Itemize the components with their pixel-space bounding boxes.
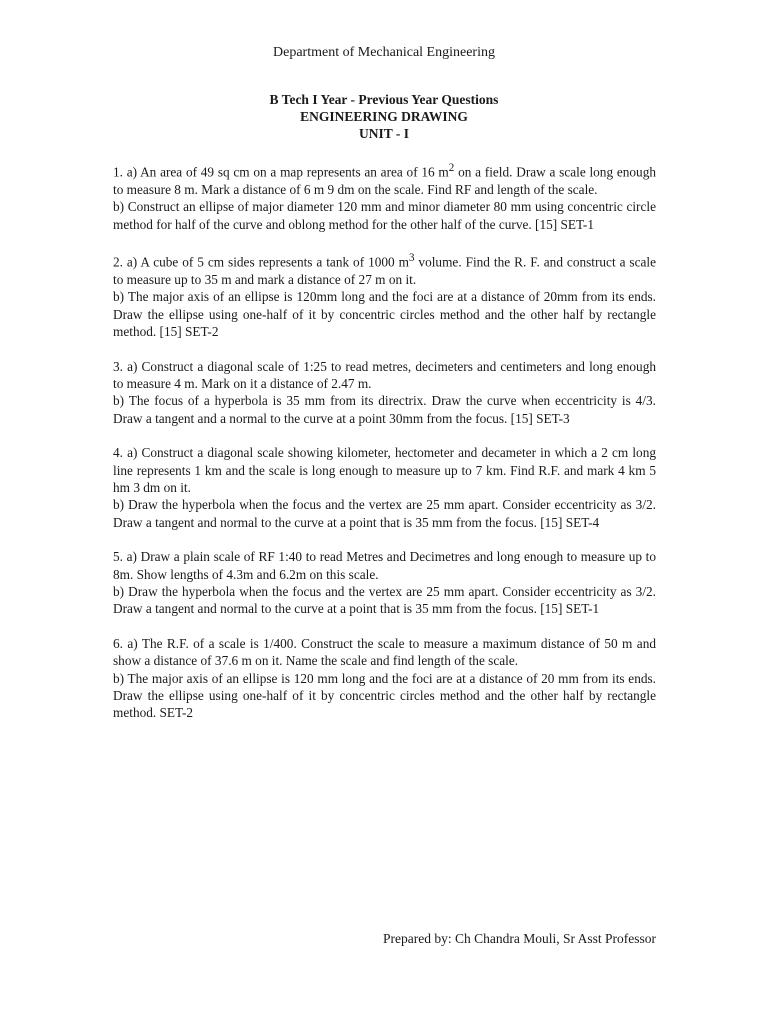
question-2-part-a: 2. a) A cube of 5 cm sides represents a tank of 1000 $m^3$ volume. Find the R. F. and construct a scale to measure up to 35 m and mark a distance of 27 m on it. (113, 252, 656, 287)
question-list (113, 160, 656, 739)
question-1 (113, 160, 656, 233)
course-title: B Tech I Year - Previous Year Questions (269, 92, 499, 107)
question-6-part-a: 6. a) The R.F. of a scale is 1/400. Construct the scale to measure a maximum distance of 50 m and show a distance of 37.6 m on it. Name the scale and find length of the scale. (113, 635, 656, 669)
prepared-by: Prepared by: Ch Chandra Mouli, Sr Asst Professor (383, 931, 656, 946)
question-4-part-b: b) Draw the hyperbola when the focus and the vertex are 25 mm apart. Consider eccentricity as 3/2. Draw a tangent and normal to the curve at a point that is 35 mm from the focus. [15] SET-4 (113, 497, 656, 530)
question-3-part-b: b) The focus of a hyperbola is 35 mm from its directrix. Draw the curve when eccentricity is 4/3. Draw a tangent and a normal to the curve at a point 30mm from the focus. [15] SET-3 (113, 393, 656, 426)
subject-title: ENGINEERING DRAWING (300, 109, 468, 124)
department-heading: Department of Mechanical Engineering (273, 45, 495, 60)
question-5 (113, 548, 656, 618)
question-3 (113, 358, 656, 428)
title-block (0, 91, 768, 142)
question-1-part-a: 1. a) An area of 49 sq cm on a map represents an area of 16 $m^2$ on a field. Draw a scale long enough to measure 8 m. Mark a distance of 6 m 9 dm on the scale. Find RF and length of the scale. (113, 162, 657, 197)
question-4-part-a: 4. a) Construct a diagonal scale showing kilometer, hectometer and decameter in which a 2 cm long line represents 1 km and the scale is long enough to measure up to 7 km. Find R.F. and mark 4 km 5 hm 3 dm on it. (113, 445, 656, 495)
question-1-part-b: b) Construct an ellipse of major diameter 120 mm and minor diameter 80 mm using concentric circle method for half of the curve and oblong method for the other half of the curve. [15] SET-1 (113, 199, 656, 232)
question-4 (113, 444, 656, 531)
unit-title: UNIT - I (358, 126, 409, 141)
question-6 (113, 635, 656, 722)
question-5-part-b: b) Draw the hyperbola when the focus and the vertex are 25 mm apart. Consider eccentricity as 3/2. Draw a tangent and normal to the curve at a point that is 35 mm from the focus. [15] SET-1 (113, 583, 656, 617)
question-3-part-a: 3. a) Construct a diagonal scale of 1:25 to read metres, decimeters and centimeters and long enough to measure 4 m. Mark on it a distance of 2.47 m. (113, 358, 656, 391)
question-2 (113, 250, 656, 340)
question-5-part-a: 5. a) Draw a plain scale of RF 1:40 to read Metres and Decimetres and long enough to measure up to 8m. Show lengths of 4.3m and 6.2m on this scale. (113, 549, 656, 582)
question-6-part-b: b) The major axis of an ellipse is 120 mm long and the foci are at a distance of 20 mm from its ends. Draw the ellipse using one-half of it by concentric circles method and the other half by rectangle method. SET-2 (113, 670, 656, 721)
question-2-part-b: b) The major axis of an ellipse is 120mm long and the foci are at a distance of 20mm from its ends. Draw the ellipse using one-half of it by concentric circles method and the other half by rectangle method. [15] SET-2 (113, 289, 656, 340)
